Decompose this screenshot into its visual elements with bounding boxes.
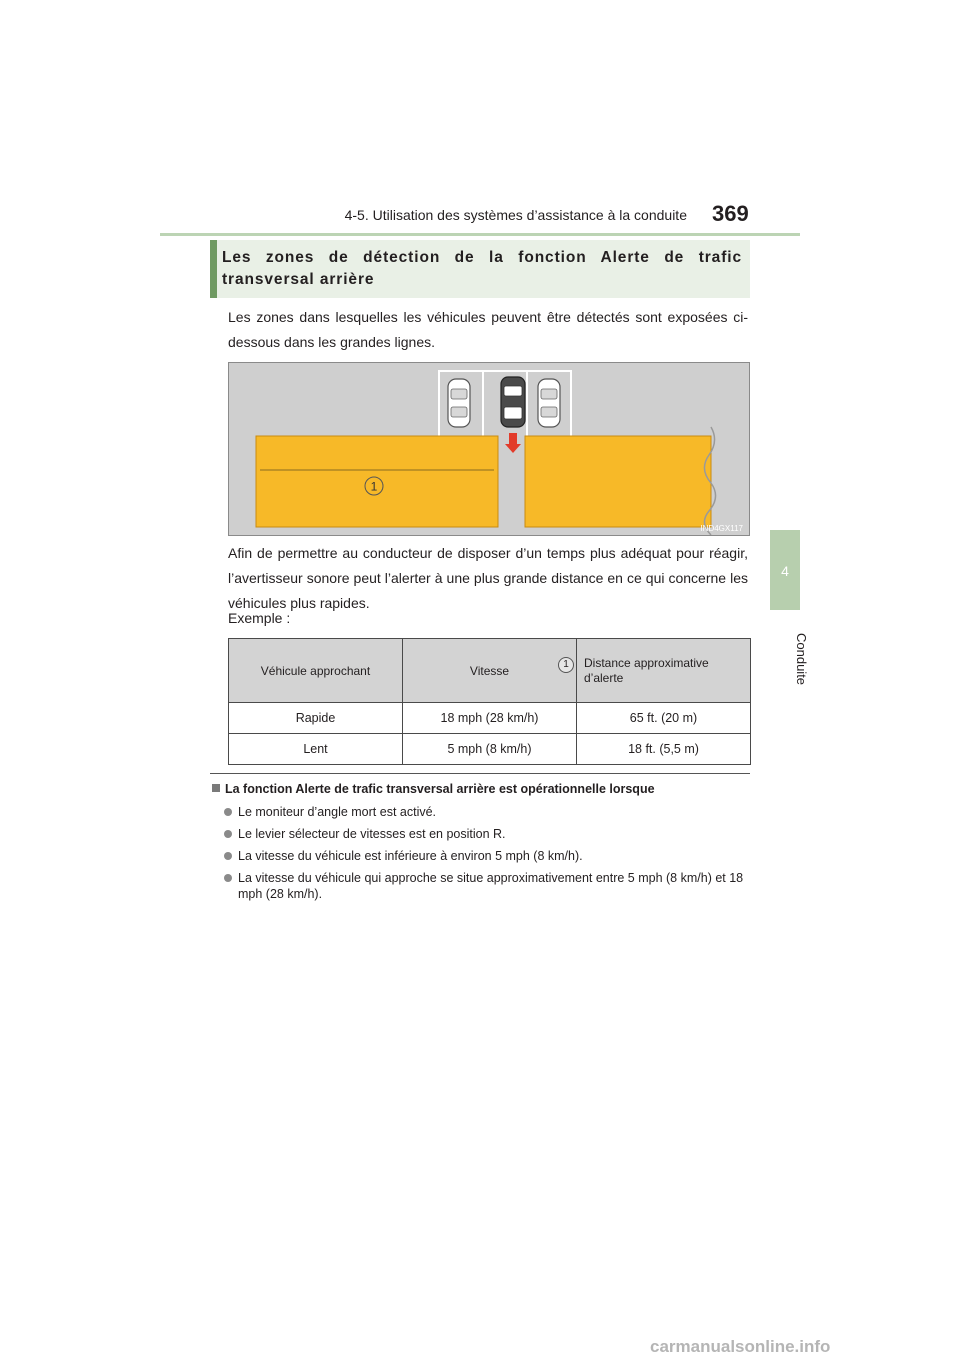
detection-zone-diagram	[229, 363, 749, 535]
header-speed: Vitesse	[403, 639, 577, 703]
notes-heading-text: La fonction Alerte de trafic transversal arrière est opérationnelle lorsque	[225, 782, 655, 796]
table-header-row	[229, 639, 751, 703]
parked-car-right	[538, 379, 560, 427]
table-cell: 5 mph (8 km/h)	[403, 734, 577, 765]
reversing-vehicle	[501, 377, 525, 427]
intro-paragraph: Les zones dans lesquelles les véhicules peuvent être détectés sont exposées ci-dessous dans les grandes lignes.	[228, 309, 748, 350]
header-rule	[160, 233, 800, 236]
header-distance-label: Distance approximative d’alerte	[584, 655, 709, 685]
chapter-number: 4	[781, 563, 789, 579]
distance-callout: 1	[558, 657, 574, 673]
parked-car-left	[448, 379, 470, 427]
list-item: La vitesse du véhicule est inférieure à environ 5 mph (8 km/h).	[222, 848, 752, 864]
table-row	[229, 703, 751, 734]
list-item: La vitesse du véhicule qui approche se situe approximativement entre 5 mph (8 km/h) et 18 mph (28 km/h).	[222, 870, 752, 902]
body-paragraph: Afin de permettre au conducteur de disposer d’un temps plus adéquat pour réagir, l’avertisseur sonore peut l’alerter à une plus grande distance en ce qui concerne les véhicules plus rapides.	[228, 545, 748, 611]
example-label: Exemple :	[228, 610, 291, 626]
list-item: Le moniteur d’angle mort est activé.	[222, 804, 752, 820]
notes-heading	[212, 782, 655, 796]
section-title: Les zones de détection de la fonction Alerte de trafic transversal arrière	[222, 249, 742, 288]
watermark: carmanualsonline.info	[650, 1337, 831, 1356]
square-bullet-icon	[212, 784, 220, 792]
table-row	[229, 734, 751, 765]
figure-code: IND4GX117	[700, 524, 743, 533]
list-item: Le levier sélecteur de vitesses est en position R.	[222, 826, 752, 842]
running-header: 4-5. Utilisation des systèmes d’assistance à la conduite	[344, 207, 687, 223]
table-cell: Rapide	[229, 703, 403, 734]
notes-divider	[210, 773, 750, 774]
table-cell: 65 ft. (20 m)	[577, 703, 751, 734]
alert-distance-table	[228, 638, 750, 759]
header-approaching-vehicle: Véhicule approchant	[229, 639, 403, 703]
detection-zone-figure	[228, 362, 750, 536]
table-cell: 18 ft. (5,5 m)	[577, 734, 751, 765]
table-cell: Lent	[229, 734, 403, 765]
detection-zone-right	[525, 436, 711, 527]
section-heading-bar	[210, 240, 217, 298]
table-cell: 18 mph (28 km/h)	[403, 703, 577, 734]
page-number: 369	[712, 201, 749, 226]
callout-label: 1	[370, 479, 378, 494]
chapter-label: Conduite	[794, 633, 809, 686]
conditions-list	[222, 804, 752, 908]
header-distance	[563, 639, 751, 703]
